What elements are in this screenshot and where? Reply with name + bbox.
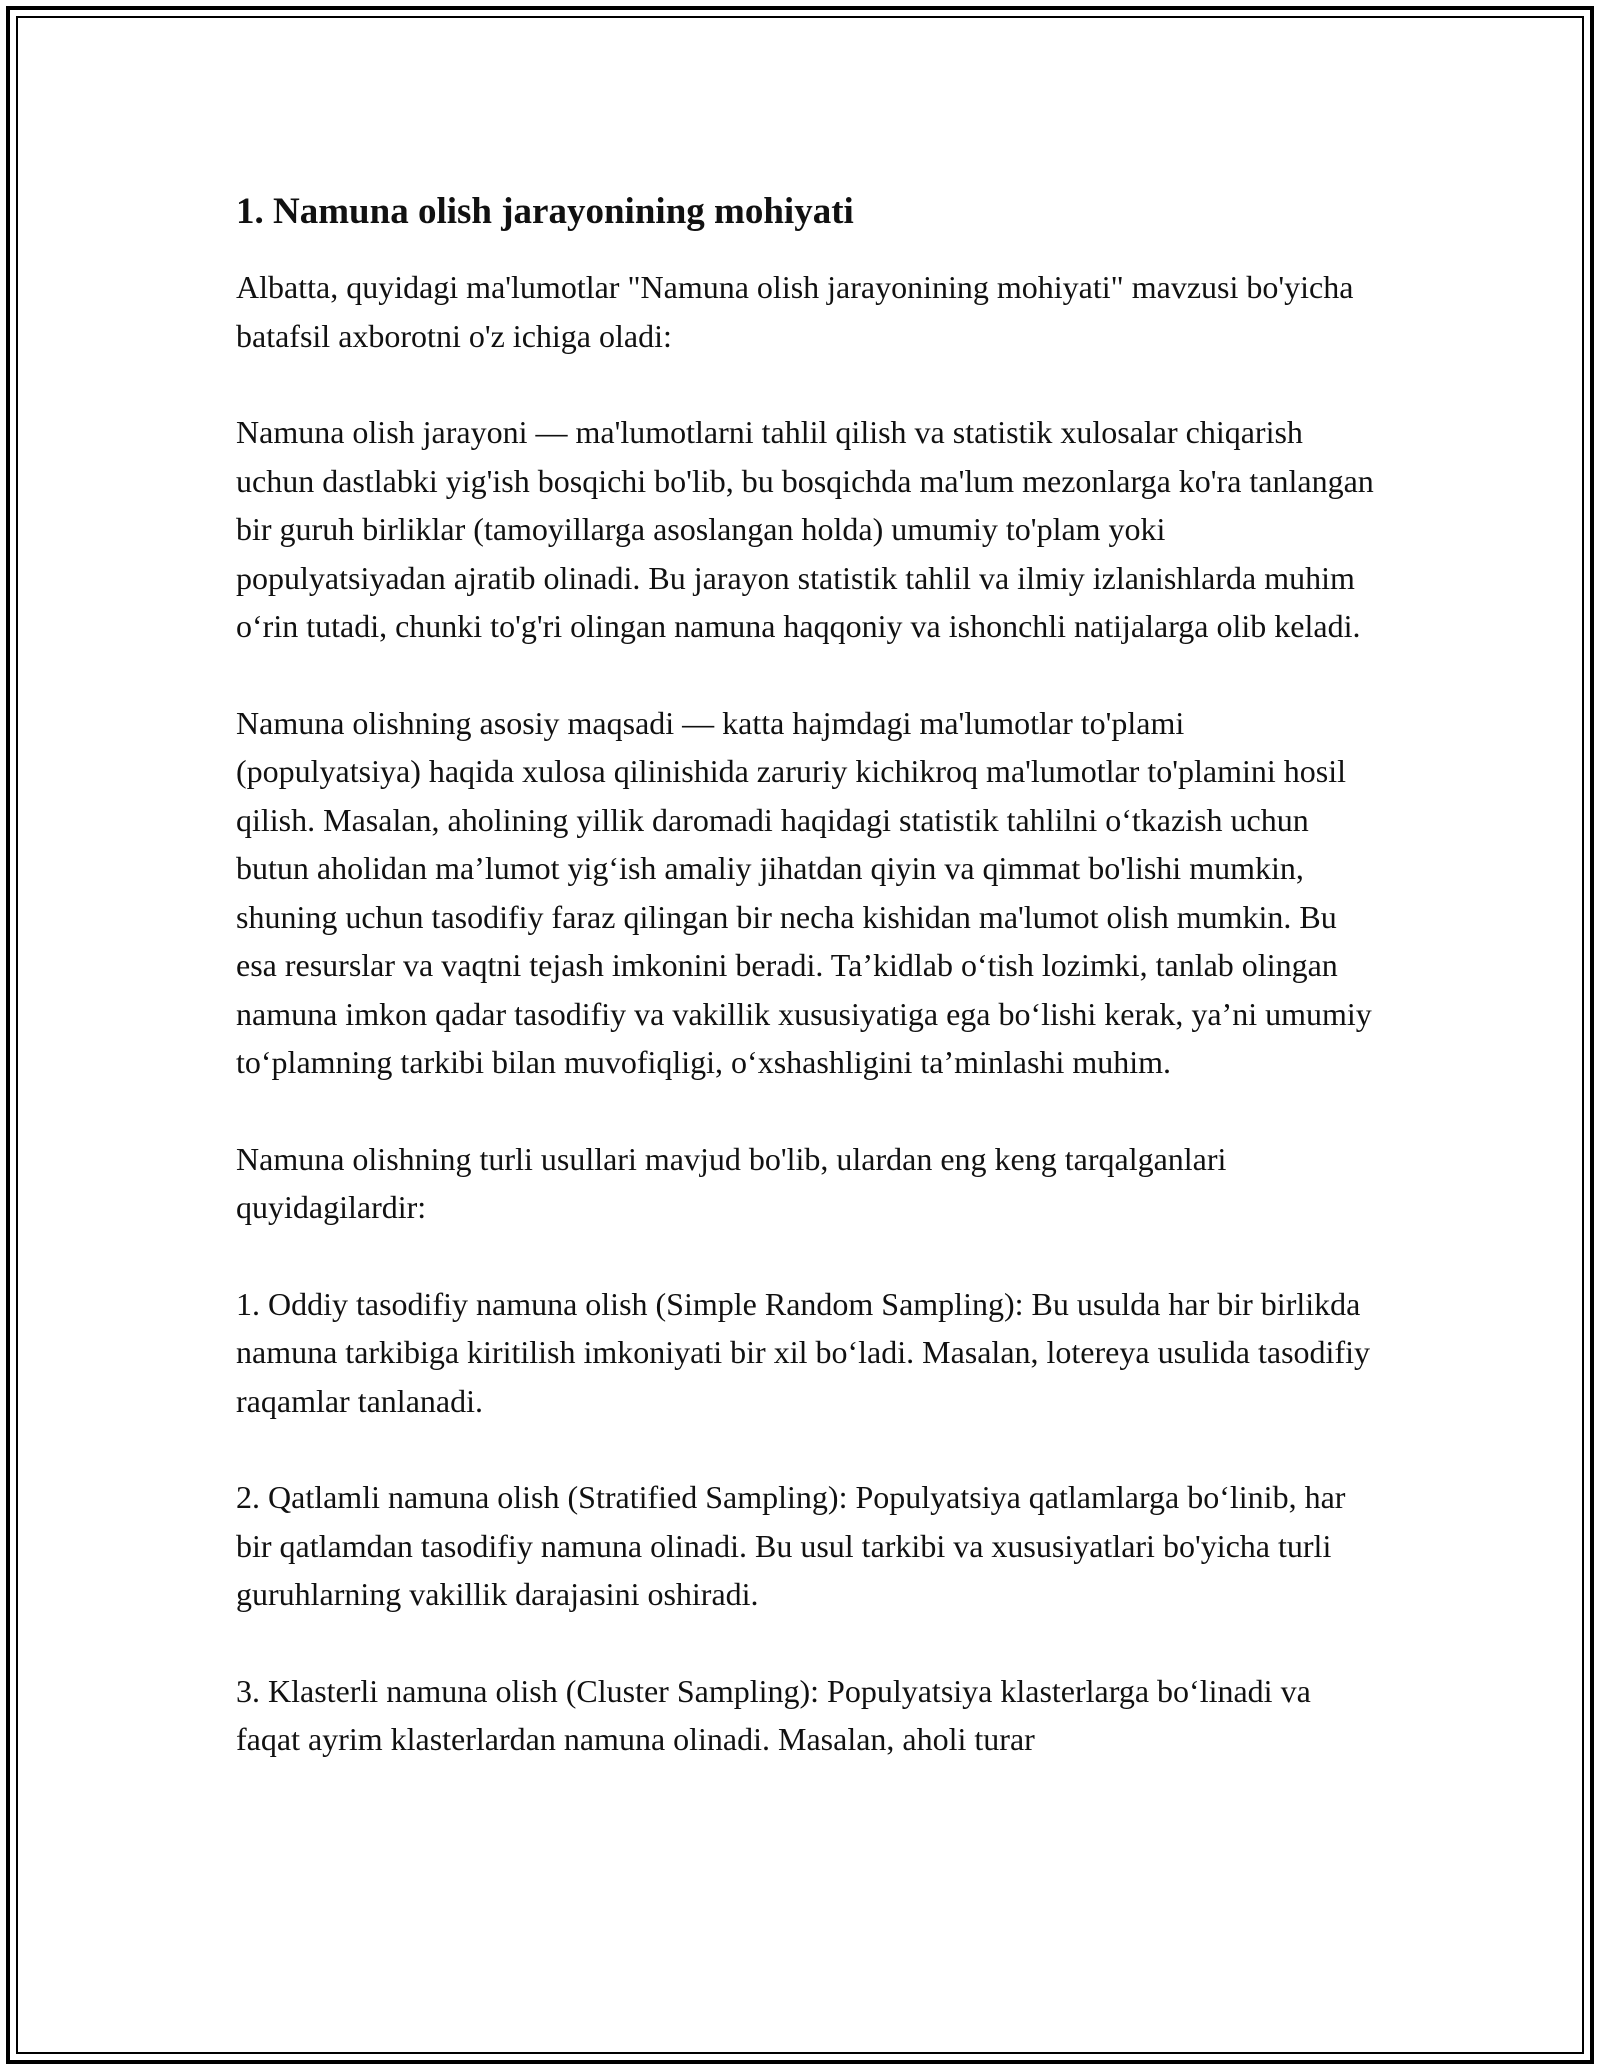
method-simple-random-paragraph: 1. Oddiy tasodifiy namuna olish (Simple Random Sampling): Bu usulda har bir birlikda namuna tarkibiga kiritilish imkoniyati bir xil bo‘ladi. Masalan, lotereya usulida tasodifiy raqamlar tanlanadi. (236, 1285, 1370, 1419)
method-stratified-paragraph: 2. Qatlamli namuna olish (Stratified Sampling): Populyatsiya qatlamlarga bo‘linib, har bir qatlamdan tasodifiy namuna olinadi. Bu usul tarkibi va xususiyatlari bo'yicha turli guruhlarning vakillik darajasini oshiradi. (236, 1479, 1346, 1612)
section-heading: 1. Namuna olish jarayonining mohiyati (236, 191, 854, 232)
methods-intro-paragraph: Namuna olishning turli usullari mavjud bo'lib, ulardan eng keng tarqalganlari quyidagilardir: (236, 1140, 1227, 1225)
purpose-paragraph: Namuna olishning asosiy maqsadi — katta hajmdagi ma'lumotlar to'plami (populyatsiya) haqida xulosa qilinishida zaruriy kichikroq ma'lumotlar to'plamini hosil qilish. Masalan, aholining yillik daromadi haqidagi statistik tahlilni o‘tkazish uchun butun aholidan ma’lumot yig‘ish amaliy jihatdan qiyin va qimmat bo'lishi mumkin, shuning uchun tasodifiy faraz qilingan bir necha kishidan ma'lumot olish mumkin. Bu esa resurslar va vaqtni tejash imkonini beradi. Ta’kidlab o‘tish lozimki, tanlab olingan namuna imkon qadar tasodifiy va vakillik xususiyatiga ega bo‘lishi kerak, ya’ni umumiy to‘plamning tarkibi bilan muvofiqligi, o‘xshashligini ta’minlashi muhim. (236, 704, 1372, 1080)
intro-paragraph: Albatta, quyidagi ma'lumotlar "Namuna olish jarayonining mohiyati" mavzusi bo'yicha batafsil axborotni o'z ichiga oladi: (236, 269, 1354, 354)
definition-paragraph: Namuna olish jarayoni — ma'lumotlarni tahlil qilish va statistik xulosalar chiqarish uchun dastlabki yig'ish bosqichi bo'lib, bu bosqichda ma'lum mezonlarga ko'ra tanlangan bir guruh birliklar (tamoyillarga asoslangan holda) umumiy to'plam yoki populyatsiyadan ajratib olinadi. Bu jarayon statistik tahlil va ilmiy izlanishlarda muhim o‘rin tutadi, chunki to'g'ri olingan namuna haqqoniy va ishonchli natijalarga olib keladi. (236, 414, 1374, 644)
document-body (236, 187, 1376, 1812)
method-cluster-paragraph: 3. Klasterli namuna olish (Cluster Sampling): Populyatsiya klasterlarga bo‘linadi va faqat ayrim klasterlardan namuna olinadi. Masalan, aholi turar (236, 1672, 1311, 1757)
